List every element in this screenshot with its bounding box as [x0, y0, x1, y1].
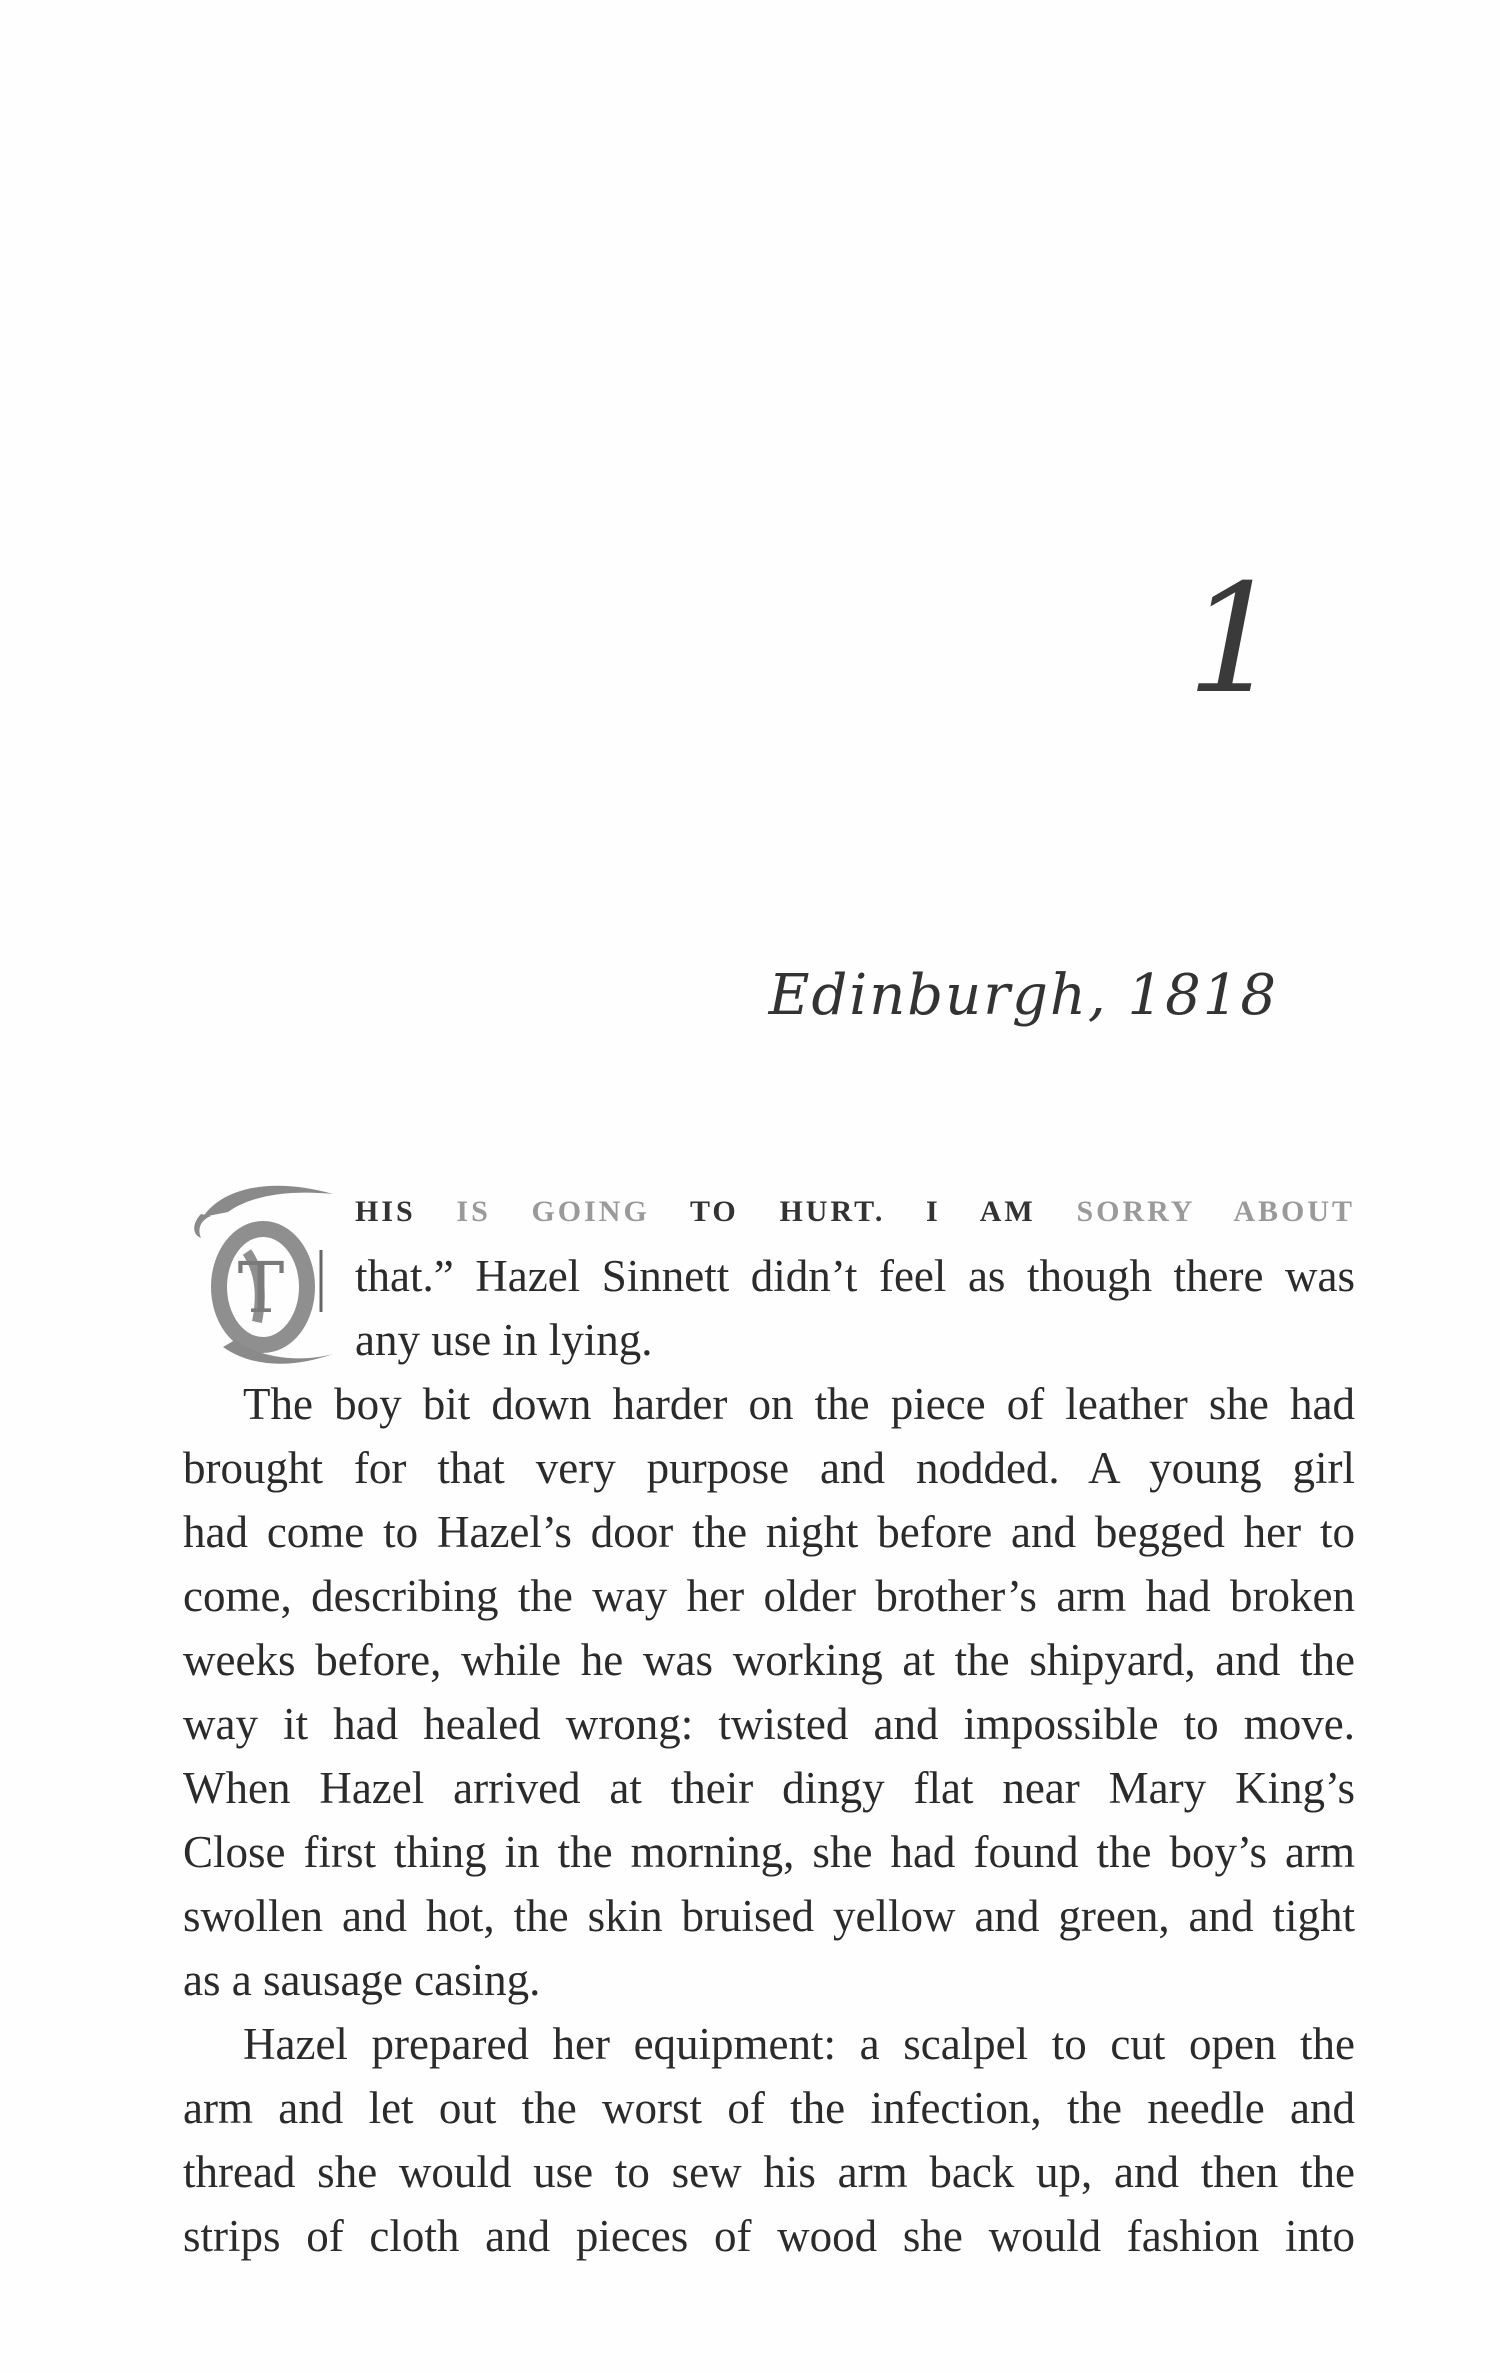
small-caps-dark-1: HIS	[355, 1195, 416, 1228]
body-text	[183, 1180, 1355, 2268]
text-line: Close first thing in the morning, she had found the boy’s arm	[183, 1827, 1355, 1877]
text-line: arm and let out the worst of the infection, the needle and	[183, 2083, 1355, 2133]
small-caps-dark-2: TO HURT. I AM	[689, 1195, 1036, 1228]
small-caps-line	[355, 1180, 1355, 1244]
text-line: weeks before, while he was working at the shipyard, and the	[183, 1635, 1355, 1685]
text-line: as a sausage casing.	[183, 1955, 541, 2005]
text-line: brought for that very purpose and nodded. A young girl	[183, 1443, 1355, 1493]
opening-line-3: any use in lying.	[355, 1315, 653, 1365]
opening-paragraph	[183, 1180, 1355, 1372]
text-line: thread she would use to sew his arm back up, and then the	[183, 2147, 1355, 2197]
opening-line-2: that.” Hazel Sinnett didn’t feel as though there was	[355, 1251, 1355, 1301]
text-line: come, describing the way her older brother’s arm had broken	[183, 1571, 1355, 1621]
paragraph-1	[183, 1372, 1355, 2012]
drop-cap-ornament	[183, 1172, 343, 1372]
text-line: The boy bit down harder on the piece of leather she had	[243, 1379, 1355, 1429]
text-line: When Hazel arrived at their dingy flat near Mary King’s	[183, 1763, 1355, 1813]
drop-cap-letter: T	[237, 1247, 285, 1329]
text-line: had come to Hazel’s door the night before and begged her to	[183, 1507, 1355, 1557]
opening-lines	[355, 1180, 1355, 1372]
chapter-number: 1	[1186, 553, 1282, 727]
text-line: way it had healed wrong: twisted and impossible to move.	[183, 1699, 1355, 1749]
chapter-heading: Edinburgh, 1818	[768, 963, 1278, 1028]
text-line: strips of cloth and pieces of wood she would fashion into	[183, 2211, 1355, 2261]
paragraph-2	[183, 2012, 1355, 2268]
text-line: swollen and hot, the skin bruised yellow and green, and tight	[183, 1891, 1355, 1941]
small-caps-faded-1: IS GOING	[456, 1195, 650, 1228]
text-line: Hazel prepared her equipment: a scalpel to cut open the	[243, 2019, 1355, 2069]
small-caps-faded-2: SORRY ABOUT	[1076, 1195, 1356, 1228]
